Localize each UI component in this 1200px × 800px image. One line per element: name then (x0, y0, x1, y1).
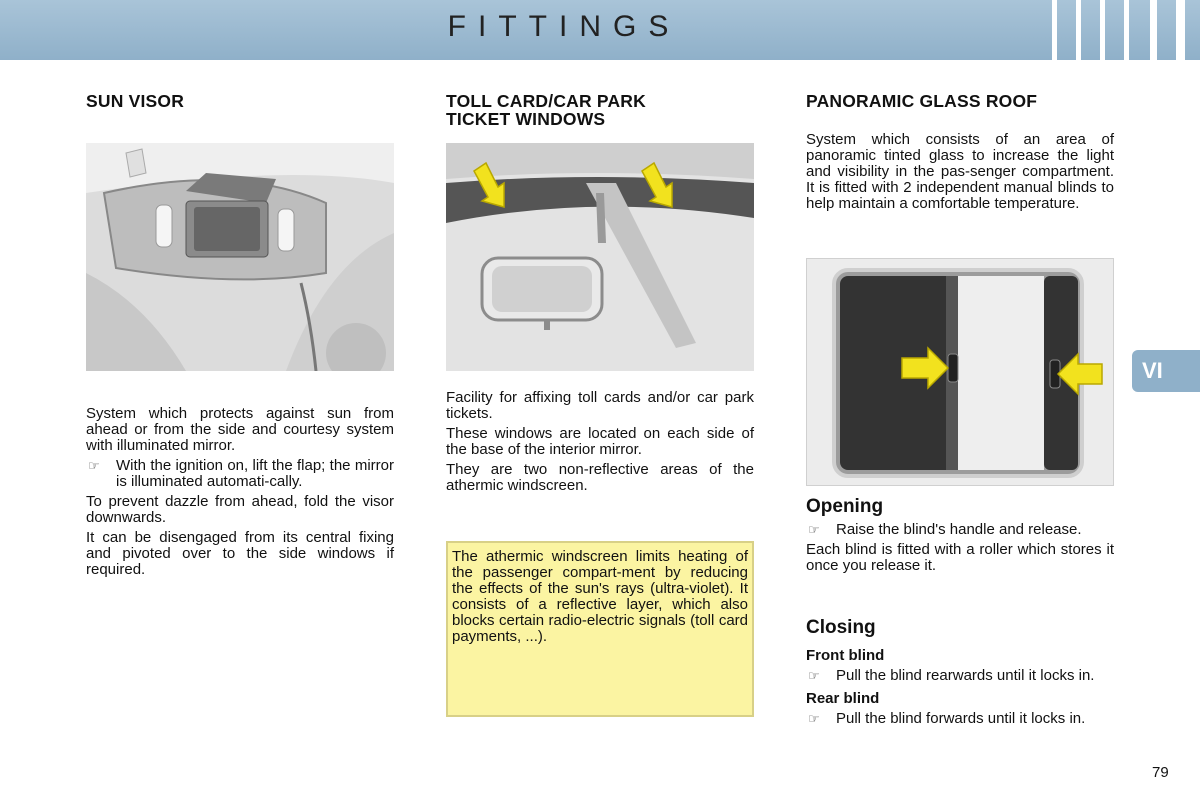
closing-heading: Closing (806, 617, 876, 638)
rear-blind-bullet (806, 711, 1114, 727)
pointing-hand-icon: ☞ (88, 458, 100, 473)
rear-blind-bullet-text: Pull the blind forwards until it locks in. (836, 710, 1086, 727)
sun-visor-heading: SUN VISOR (86, 91, 185, 111)
pointing-hand-icon: ☞ (808, 711, 820, 726)
sun-visor-disengage-text: It can be disengaged from its central fixing and pivoted over to the side windows if required. (86, 529, 394, 578)
athermic-note-box (446, 541, 754, 717)
rear-blind-heading: Rear blind (806, 690, 880, 707)
pointing-hand-icon: ☞ (808, 522, 820, 537)
opening-bullet-text: Raise the blind's handle and release. (836, 521, 1082, 538)
glass-roof-drawing (806, 258, 1114, 486)
front-blind-bullet-text: Pull the blind rearwards until it locks in. (836, 667, 1095, 684)
toll-card-nonreflective-text: They are two non-reflective areas of the athermic windscreen. (446, 461, 754, 494)
sun-visor-bullet-text: With the ignition on, lift the flap; the mirror is illuminated automati-cally. (116, 457, 394, 490)
opening-section (806, 496, 1114, 578)
panoramic-roof-heading: PANORAMIC GLASS ROOF (806, 91, 1038, 111)
toll-card-location-text: These windows are located on each side of the base of the interior mirror. (446, 425, 754, 458)
sun-visor-dazzle-text: To prevent dazzle from ahead, fold the visor downwards. (86, 493, 394, 526)
sun-visor-drawing (86, 143, 394, 371)
opening-heading: Opening (806, 496, 884, 517)
page-number: 79 (1152, 764, 1169, 781)
toll-card-heading-line1: TOLL CARD/CAR PARK (446, 91, 646, 111)
windscreen-drawing (446, 143, 754, 371)
opening-roller-text: Each blind is fitted with a roller which stores it once you release it. (806, 541, 1114, 574)
closing-section (806, 617, 1114, 731)
athermic-note-text: The athermic windscreen limits heating of the passenger compart-ment by reducing the effects of the sun's rays (ultra-violet). It consists of a reflective layer, which also blocks certain radio-electric signals (toll card payments, ...). (452, 548, 748, 645)
sun-visor-illustration (86, 143, 394, 371)
sun-visor-section (86, 92, 394, 110)
opening-bullet (806, 522, 1114, 538)
chapter-tab: VI (1132, 350, 1200, 392)
sun-visor-text (86, 406, 394, 582)
sun-visor-intro: System which protects against sun from ahead or from the side and courtesy system with illuminated mirror. (86, 405, 394, 454)
page-header (0, 0, 1200, 60)
front-blind-bullet (806, 668, 1114, 684)
toll-card-heading (446, 92, 754, 128)
windscreen-illustration (446, 143, 754, 371)
header-stripe (1176, 0, 1185, 60)
sun-visor-bullet (86, 458, 394, 490)
glass-roof-illustration (806, 258, 1114, 486)
page-title: FITTINGS (447, 10, 681, 43)
toll-card-section (446, 92, 754, 128)
toll-card-facility-text: Facility for affixing toll cards and/or car park tickets. (446, 389, 754, 422)
panoramic-roof-section (806, 92, 1114, 216)
toll-card-text (446, 390, 754, 498)
pointing-hand-icon: ☞ (808, 668, 820, 683)
panoramic-roof-intro: System which consists of an area of panoramic tinted glass to increase the light and visibility in the pas-senger compartment. It is fitted with 2 independent manual blinds to help maintain a comfortable temperature. (806, 131, 1114, 212)
toll-card-heading-line2: TICKET WINDOWS (446, 109, 606, 129)
front-blind-heading: Front blind (806, 647, 885, 664)
header-stripe (1150, 0, 1157, 60)
